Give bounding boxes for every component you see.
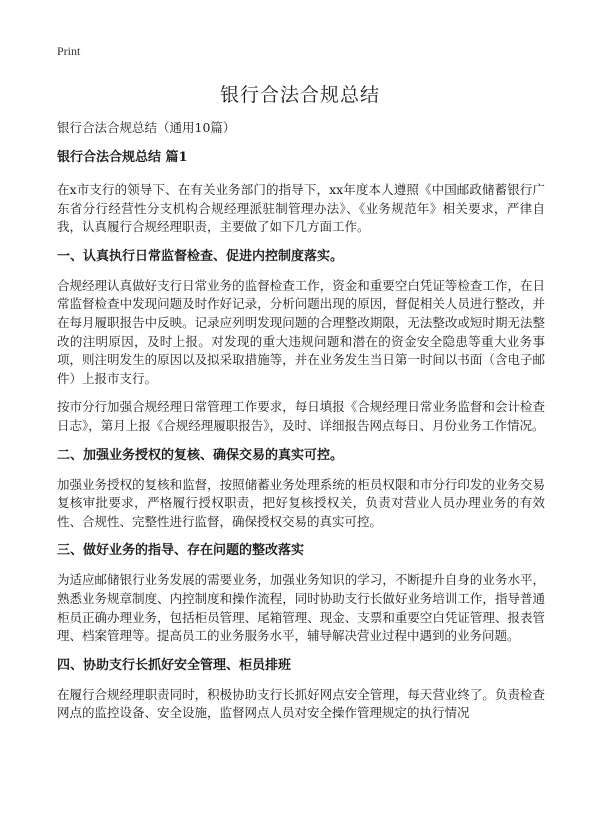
print-link[interactable]: Print [57,44,81,58]
section-heading-4: 四、协助支行长抓好安全管理、柜员排班 [57,657,292,673]
document-title: 银行合法合规总结 [219,84,380,106]
document-body [57,118,545,733]
article-heading: 银行合法合规总结 篇1 [57,150,188,165]
section-heading-3: 三、做好业务的指导、存在问题的整改落实 [57,543,305,559]
section-1-paragraph-1: 合规经理认真做好支行日常业务的监督检查工作，资金和重要空白凭证等检查工作，在日常监督检查中发现问题及时作好记录，分析问题出现的原因，督促相关人员进行整改，并在每月履职报告中反映。记录应列明发现问题的合理整改期限，无法整改或短时期无法整改的注明原因，及时上报。对发现的重大违规问题和潜在的资金安全隐患等重大业务事项，则注明发生的原因以及拟采取措施等，并在业务发生当日第一时间以书面（含电子邮件）上报市支行。 [57,277,545,386]
intro-paragraph: 在x市支行的领导下、在有关业务部门的指导下，xx年度本人遵照《中国邮政储蓄银行广东省分行经营性分支机构合规经理派驻制管理办法》、《业务规范年》相关要求，严律自我，认真履行合规经理职责，主要做了如下几方面工作。 [57,182,545,235]
section-3-paragraph-1: 为适应邮储银行业务发展的需要业务，加强业务知识的学习，不断提升自身的业务水平，熟悉业务规章制度、内控制度和操作流程，同时协助支行长做好业务培训工作，指导普通柜员正确办理业务，包括柜员管理、尾箱管理、现金、支票和重要空白凭证管理、报表管理、档案管理等。提高员工的业务服务水平，辅导解决营业过程中遇到的业务问题。 [57,572,545,644]
document-subtitle: 银行合法合规总结（通用10篇） [57,120,236,135]
section-4-paragraph-1: 在履行合规经理职责同时，积极协助支行长抓好网点安全管理，每天营业终了。负责检查网点的监控设备、安全设施，监督网点人员对安全操作管理规定的执行情况 [57,686,545,721]
section-2-paragraph-1: 加强业务授权的复核和监督，按照储蓄业务处理系统的柜员权限和市分行印发的业务交易复核审批要求，严格履行授权职责，把好复核授权关，负责对营业人员办理业务的有效性、合规性、完整性进行监督，确保授权交易的真实可控。 [57,476,545,529]
section-1-paragraph-2: 按市分行加强合规经理日常管理工作要求，每日填报《合规经理日常业务监督和会计检查日志》，第月上报《合规经理履职报告》，及时、详细报告网点每日、月份业务工作情况。 [57,399,545,433]
section-heading-1: 一、认真执行日常监督检查、促进内控制度落实。 [57,248,344,264]
section-heading-2: 二、加强业务授权的复核、确保交易的真实可控。 [57,447,344,463]
